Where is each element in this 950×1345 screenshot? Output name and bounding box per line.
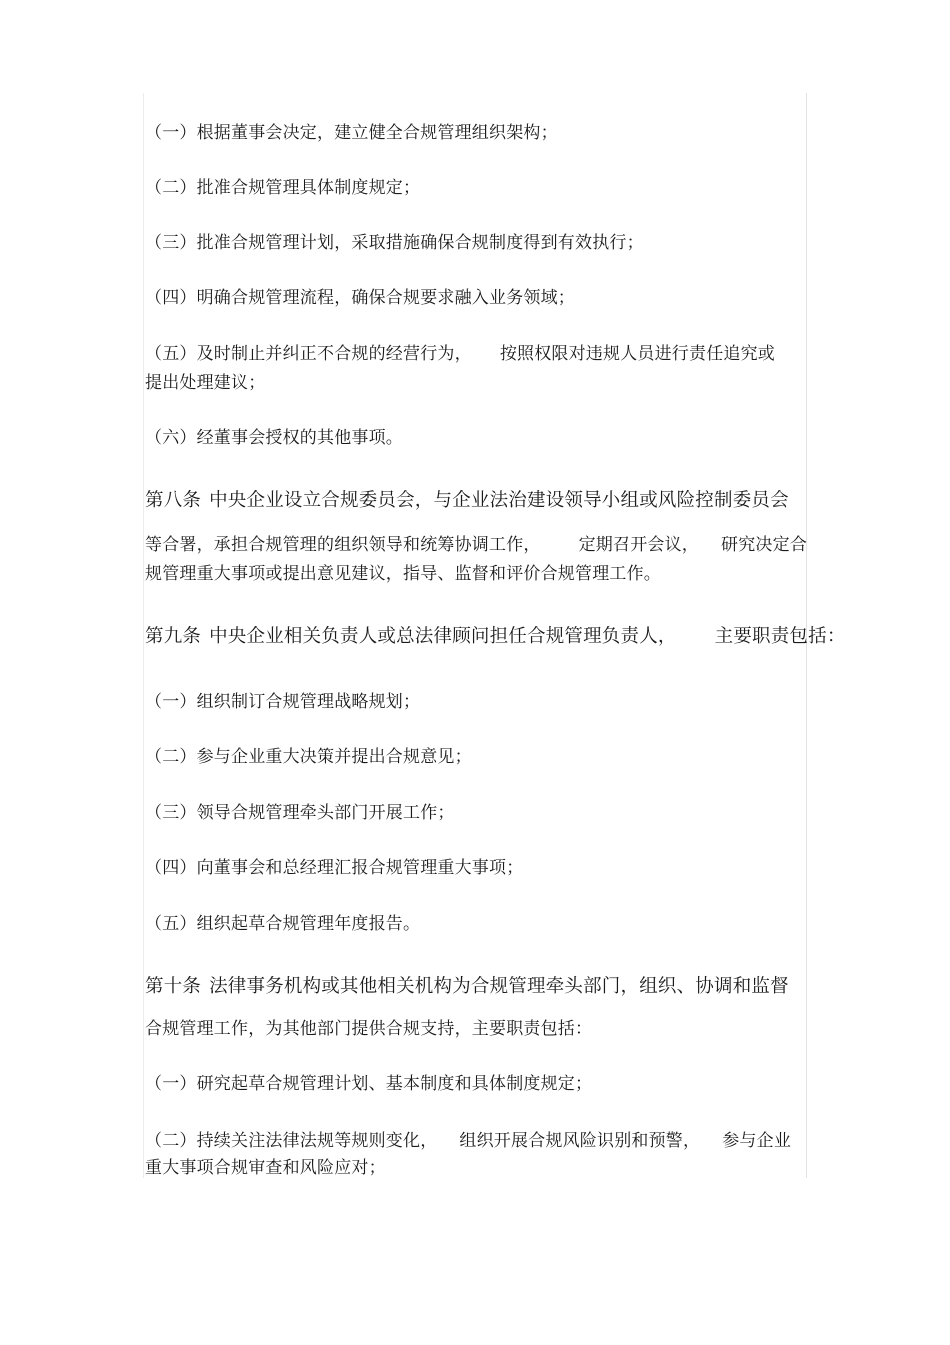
article9-item-4: （四）向董事会和总经理汇报合规管理重大事项； <box>145 858 524 878</box>
article10-item-2-part2: 组织开展合规风险识别和预警， <box>459 1131 701 1151</box>
article9-item-5: （五）组织起草合规管理年度报告。 <box>145 914 421 934</box>
article8-number: 第八条 <box>145 490 202 511</box>
article10-item-2-part1: （二）持续关注法律法规等规则变化， <box>145 1131 438 1151</box>
article10-text1: 法律事务机构或其他相关机构为合规管理牵头部门，组织、协调和监督 <box>209 976 789 997</box>
article7-item-5-line2: 提出处理建议； <box>145 373 266 393</box>
article9-number: 第九条 <box>145 626 202 647</box>
article8-line1 <box>145 491 789 511</box>
article7-item-4: （四）明确合规管理流程，确保合规要求融入业务领域； <box>145 288 575 308</box>
article10-line2: 合规管理工作，为其他部门提供合规支持，主要职责包括： <box>145 1019 593 1039</box>
article8-line2 <box>145 535 807 555</box>
article8-text2b: 定期召开会议， <box>578 535 700 555</box>
article7-item-1: （一）根据董事会决定，建立健全合规管理组织架构； <box>145 123 558 143</box>
article8-text2a: 等合署，承担合规管理的组织领导和统筹协调工作， <box>145 535 541 555</box>
article7-item-5-line1 <box>145 344 775 364</box>
article7-item-2: （二）批准合规管理具体制度规定； <box>145 178 421 198</box>
article9-item-3: （三）领导合规管理牵头部门开展工作； <box>145 803 455 823</box>
article10-item-2-line1 <box>145 1131 791 1151</box>
article9-line1 <box>145 627 846 647</box>
article7-item-3: （三）批准合规管理计划，采取措施确保合规制度得到有效执行； <box>145 233 644 253</box>
article7-item-5-part2: 按照权限对违规人员进行责任追究或 <box>499 344 776 364</box>
article7-item-6: （六）经董事会授权的其他事项。 <box>145 428 403 448</box>
article8-line3: 规管理重大事项或提出意见建议，指导、监督和评价合规管理工作。 <box>145 564 661 584</box>
article10-line1 <box>145 977 789 997</box>
article8-text1: 中央企业设立合规委员会，与企业法治建设领导小组或风险控制委员会 <box>209 490 789 511</box>
article10-number: 第十条 <box>145 976 202 997</box>
article10-item-2-part3: 参与企业 <box>722 1131 792 1151</box>
article7-item-5-part1: （五）及时制止并纠正不合规的经营行为， <box>145 344 472 364</box>
page-left-border <box>143 93 144 1178</box>
article10-item-1: （一）研究起草合规管理计划、基本制度和具体制度规定； <box>145 1074 593 1094</box>
article9-text1a: 中央企业相关负责人或总法律顾问担任合规管理负责人， <box>209 626 677 647</box>
article8-text2c: 研究决定合 <box>721 535 808 555</box>
article10-item-2-line2: 重大事项合规审查和风险应对； <box>145 1158 386 1178</box>
article9-text1b: 主要职责包括： <box>714 626 846 647</box>
article9-item-2: （二）参与企业重大决策并提出合规意见； <box>145 747 472 767</box>
article9-item-1: （一）组织制订合规管理战略规划； <box>145 692 421 712</box>
